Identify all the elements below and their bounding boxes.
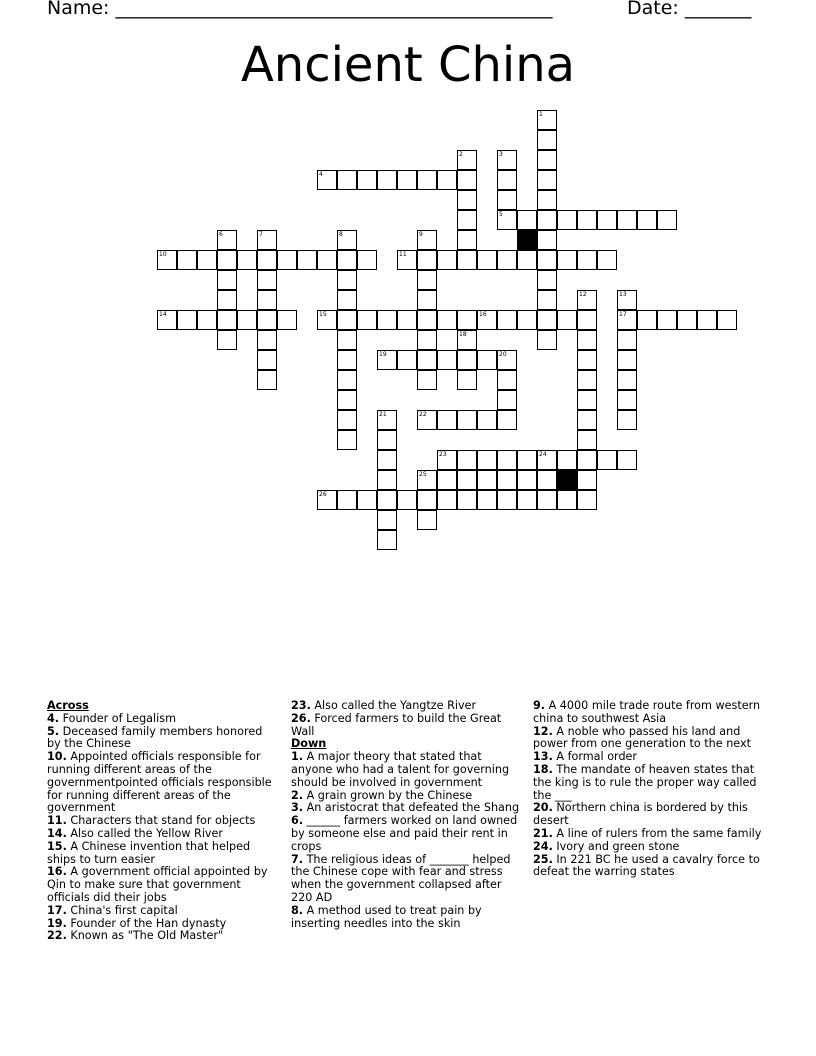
grid-cell[interactable] [377, 410, 397, 430]
clue-number: 3. [291, 801, 304, 815]
grid-cell[interactable] [377, 170, 397, 190]
grid-cell[interactable] [577, 330, 597, 350]
grid-cell[interactable] [217, 330, 237, 350]
clue-text: A 4000 mile trade route from western china to southwest Asia [533, 699, 761, 725]
grid-cell[interactable] [437, 250, 457, 270]
clue-text: A method used to treat pain by inserting needles into the skin [291, 903, 482, 930]
grid-cell[interactable] [457, 310, 477, 330]
grid-cell[interactable] [257, 230, 277, 250]
clue-text: An aristocrat that defeated the Shang [303, 801, 520, 815]
grid-cell[interactable] [537, 130, 557, 150]
clue-number: 6. [291, 814, 304, 828]
grid-cell[interactable] [637, 310, 657, 330]
cell-number: 24 [539, 451, 547, 458]
grid-cell[interactable] [497, 310, 517, 330]
grid-cell[interactable] [537, 150, 557, 170]
grid-cell[interactable] [457, 410, 477, 430]
grid-cell[interactable] [417, 350, 437, 370]
grid-cell[interactable] [357, 310, 377, 330]
grid-cell[interactable] [157, 250, 177, 270]
grid-cell[interactable] [437, 170, 457, 190]
cell-number: 9 [419, 231, 423, 238]
cell-number: 18 [459, 331, 467, 338]
grid-cell[interactable] [537, 210, 557, 230]
clue-text: Ivory and green stone [552, 839, 680, 853]
cell-number: 8 [339, 231, 343, 238]
grid-cell[interactable] [457, 490, 477, 510]
grid-cell[interactable] [417, 490, 437, 510]
grid-cell[interactable] [437, 490, 457, 510]
blocked-cell [557, 470, 577, 490]
grid-cell[interactable] [637, 210, 657, 230]
clue-text: Also called the Yangtze River [310, 699, 477, 712]
grid-cell[interactable] [357, 250, 377, 270]
grid-cell[interactable] [317, 170, 337, 190]
cell-number: 5 [499, 211, 503, 218]
grid-cell[interactable] [517, 470, 537, 490]
grid-cell[interactable] [357, 170, 377, 190]
grid-cell[interactable] [337, 330, 357, 350]
grid-cell[interactable] [577, 470, 597, 490]
grid-cell[interactable] [497, 410, 517, 430]
grid-cell[interactable] [337, 370, 357, 390]
clue-number: 18. [533, 762, 553, 776]
grid-cell[interactable] [317, 490, 337, 510]
grid-cell[interactable] [237, 250, 257, 270]
grid-cell[interactable] [397, 490, 417, 510]
grid-cell[interactable] [457, 350, 477, 370]
clue-text: Founder of the Han dynasty [66, 916, 227, 930]
blocked-cell [517, 230, 537, 250]
grid-cell[interactable] [417, 250, 437, 270]
grid-cell[interactable] [437, 350, 457, 370]
cell-number: 22 [419, 411, 427, 418]
grid-cell[interactable] [577, 450, 597, 470]
grid-cell[interactable] [237, 310, 257, 330]
grid-cell[interactable] [517, 210, 537, 230]
clue-number: 4. [47, 711, 60, 725]
grid-cell[interactable] [377, 490, 397, 510]
clue-text: Northern china is bordered by this desert [533, 801, 748, 828]
grid-cell[interactable] [477, 470, 497, 490]
grid-cell[interactable] [577, 250, 597, 270]
grid-cell[interactable] [417, 370, 437, 390]
grid-cell[interactable] [337, 430, 357, 450]
grid-cell[interactable] [437, 310, 457, 330]
cell-number: 10 [159, 251, 167, 258]
grid-cell[interactable] [457, 330, 477, 350]
grid-cell[interactable] [197, 310, 217, 330]
grid-cell[interactable] [477, 490, 497, 510]
grid-cell[interactable] [517, 310, 537, 330]
clue-number: 19. [47, 916, 67, 930]
clue-number: 5. [47, 724, 60, 738]
grid-cell[interactable] [257, 270, 277, 290]
grid-cell[interactable] [517, 250, 537, 270]
grid-cell[interactable] [577, 350, 597, 370]
clue-item [47, 841, 279, 867]
grid-cell[interactable] [497, 450, 517, 470]
grid-cell[interactable] [577, 290, 597, 310]
clue-item [47, 751, 279, 815]
grid-cell[interactable] [377, 470, 397, 490]
grid-cell[interactable] [477, 450, 497, 470]
cell-number: 25 [419, 471, 427, 478]
grid-cell[interactable] [477, 410, 497, 430]
clue-number: 17. [47, 903, 67, 917]
clue-text: ______ farmers worked on land owned by someone else and paid their rent in crops [291, 814, 518, 853]
cell-number: 11 [399, 251, 407, 258]
grid-cell[interactable] [537, 310, 557, 330]
grid-cell[interactable] [557, 450, 577, 470]
clue-item [291, 905, 521, 931]
across-clue-list-continued [291, 700, 521, 738]
grid-cell[interactable] [597, 450, 617, 470]
grid-cell[interactable] [677, 310, 697, 330]
grid-cell[interactable] [537, 110, 557, 130]
clue-item [533, 700, 769, 726]
cell-number: 14 [159, 311, 167, 318]
clue-item [533, 802, 769, 828]
grid-cell[interactable] [377, 350, 397, 370]
grid-cell[interactable] [537, 170, 557, 190]
grid-cell[interactable] [417, 510, 437, 530]
grid-cell[interactable] [257, 290, 277, 310]
clue-text: Also called the Yellow River [66, 826, 224, 840]
grid-cell[interactable] [657, 310, 677, 330]
clue-text: Known as "The Old Master" [66, 929, 224, 943]
clue-number: 2. [291, 788, 304, 802]
clue-text: Appointed officials responsible for running different areas of the governmentpointed officials responsible for running different areas of the government [47, 750, 272, 815]
grid-cell[interactable] [457, 170, 477, 190]
cell-number: 23 [439, 451, 447, 458]
grid-cell[interactable] [297, 250, 317, 270]
grid-cell[interactable] [617, 210, 637, 230]
grid-cell[interactable] [537, 270, 557, 290]
clue-number: 12. [533, 724, 553, 738]
grid-cell[interactable] [597, 250, 617, 270]
grid-cell[interactable] [497, 150, 517, 170]
grid-cell[interactable] [257, 250, 277, 270]
grid-cell[interactable] [477, 350, 497, 370]
grid-cell[interactable] [497, 250, 517, 270]
grid-cell[interactable] [617, 410, 637, 430]
across-clue-list [47, 713, 279, 943]
grid-cell[interactable] [617, 390, 637, 410]
cell-number: 26 [319, 491, 327, 498]
grid-cell[interactable] [377, 450, 397, 470]
clue-item [47, 930, 279, 943]
cell-number: 21 [379, 411, 387, 418]
grid-cell[interactable] [477, 310, 497, 330]
grid-cell[interactable] [497, 170, 517, 190]
grid-cell[interactable] [417, 410, 437, 430]
grid-cell[interactable] [337, 270, 357, 290]
grid-cell[interactable] [397, 250, 417, 270]
grid-cell[interactable] [597, 210, 617, 230]
clue-number: 21. [533, 826, 553, 840]
grid-cell[interactable] [377, 310, 397, 330]
clue-item [291, 815, 521, 853]
cell-number: 13 [619, 291, 627, 298]
grid-cell[interactable] [537, 250, 557, 270]
grid-cell[interactable] [537, 450, 557, 470]
clue-text: The religious ideas of _______ helped the Chinese cope with fear and stress when the government collapsed after 220 AD [291, 852, 511, 904]
cell-number: 19 [379, 351, 387, 358]
grid-cell[interactable] [457, 370, 477, 390]
grid-cell[interactable] [537, 230, 557, 250]
grid-cell[interactable] [437, 450, 457, 470]
grid-cell[interactable] [337, 490, 357, 510]
grid-cell[interactable] [497, 390, 517, 410]
clue-text: A major theory that stated that anyone who had a talent for governing should be involved in government [291, 750, 510, 789]
cell-number: 7 [259, 231, 263, 238]
cell-number: 20 [499, 351, 507, 358]
grid-cell[interactable] [517, 490, 537, 510]
grid-cell[interactable] [557, 490, 577, 510]
clue-number: 13. [533, 750, 553, 764]
grid-cell[interactable] [537, 470, 557, 490]
across-heading: Across [47, 699, 89, 712]
clue-text: A grain grown by the Chinese [303, 788, 473, 802]
grid-cell[interactable] [557, 250, 577, 270]
grid-cell[interactable] [357, 490, 377, 510]
clue-number: 26. [291, 711, 311, 725]
clue-text: A formal order [552, 750, 638, 764]
grid-cell[interactable] [577, 410, 597, 430]
grid-cell[interactable] [497, 490, 517, 510]
grid-cell[interactable] [457, 210, 477, 230]
grid-cell[interactable] [517, 450, 537, 470]
grid-cell[interactable] [577, 370, 597, 390]
grid-cell[interactable] [437, 410, 457, 430]
grid-cell[interactable] [157, 310, 177, 330]
grid-cell[interactable] [317, 250, 337, 270]
grid-cell[interactable] [497, 210, 517, 230]
grid-cell[interactable] [577, 310, 597, 330]
cell-number: 1 [539, 111, 543, 118]
clue-number: 10. [47, 750, 67, 764]
grid-cell[interactable] [417, 290, 437, 310]
grid-cell[interactable] [337, 230, 357, 250]
grid-cell[interactable] [197, 250, 217, 270]
name-field-line[interactable]: Name: ______________________________________________ [47, 0, 553, 19]
grid-cell[interactable] [577, 210, 597, 230]
cell-number: 15 [319, 311, 327, 318]
grid-cell[interactable] [497, 190, 517, 210]
clue-number: 11. [47, 814, 67, 828]
grid-cell[interactable] [617, 310, 637, 330]
grid-cell[interactable] [537, 190, 557, 210]
grid-cell[interactable] [417, 330, 437, 350]
grid-cell[interactable] [537, 490, 557, 510]
clue-number: 22. [47, 929, 67, 943]
grid-cell[interactable] [617, 350, 637, 370]
grid-cell[interactable] [257, 350, 277, 370]
grid-cell[interactable] [497, 350, 517, 370]
clue-number: 20. [533, 801, 553, 815]
clue-text: A line of rulers from the same family [552, 826, 762, 840]
grid-cell[interactable] [337, 410, 357, 430]
grid-cell[interactable] [417, 170, 437, 190]
date-field-line[interactable]: Date: _______ [627, 0, 752, 19]
grid-cell[interactable] [317, 310, 337, 330]
grid-cell[interactable] [217, 230, 237, 250]
cell-number: 6 [219, 231, 223, 238]
grid-cell[interactable] [497, 470, 517, 490]
clue-number: 24. [533, 839, 553, 853]
clue-item [47, 866, 279, 904]
clue-number: 25. [533, 852, 553, 866]
down-heading: Down [291, 737, 327, 751]
grid-cell[interactable] [277, 310, 297, 330]
clue-text: Characters that stand for objects [66, 814, 256, 828]
clue-text: In 221 BC he used a cavalry force to defeat the warring states [533, 852, 760, 879]
grid-cell[interactable] [257, 330, 277, 350]
grid-cell[interactable] [477, 250, 497, 270]
grid-cell[interactable] [617, 330, 637, 350]
clue-item [291, 854, 521, 905]
clue-item [291, 751, 521, 789]
clue-text: The mandate of heaven states that the king is to rule the proper way called the ___ [533, 762, 757, 802]
grid-cell[interactable] [257, 310, 277, 330]
grid-cell[interactable] [217, 310, 237, 330]
clue-number: 23. [291, 699, 311, 712]
grid-cell[interactable] [257, 370, 277, 390]
grid-cell[interactable] [217, 270, 237, 290]
page-title: Ancient China [240, 37, 576, 93]
grid-cell[interactable] [457, 230, 477, 250]
cell-number: 2 [459, 151, 463, 158]
cell-number: 4 [319, 171, 323, 178]
grid-cell[interactable] [577, 390, 597, 410]
grid-cell[interactable] [397, 350, 417, 370]
grid-cell[interactable] [337, 350, 357, 370]
grid-cell[interactable] [397, 170, 417, 190]
grid-cell[interactable] [537, 290, 557, 310]
grid-cell[interactable] [277, 250, 297, 270]
grid-cell[interactable] [417, 310, 437, 330]
grid-cell[interactable] [337, 390, 357, 410]
grid-cell[interactable] [417, 270, 437, 290]
grid-cell[interactable] [337, 290, 357, 310]
grid-cell[interactable] [717, 310, 737, 330]
cell-number: 3 [499, 151, 503, 158]
clue-number: 9. [533, 699, 546, 712]
grid-cell[interactable] [617, 450, 637, 470]
clue-text: China's first capital [66, 903, 178, 917]
clue-item [47, 726, 279, 752]
clue-text: A Chinese invention that helped ships to turn easier [47, 839, 251, 866]
cell-number: 16 [479, 311, 487, 318]
grid-cell[interactable] [217, 290, 237, 310]
grid-cell[interactable] [457, 150, 477, 170]
clue-item [533, 854, 769, 880]
clues-column-1 [47, 700, 279, 943]
grid-cell[interactable] [217, 250, 237, 270]
grid-cell[interactable] [697, 310, 717, 330]
grid-cell[interactable] [337, 250, 357, 270]
grid-cell[interactable] [417, 230, 437, 250]
clue-number: 8. [291, 903, 304, 917]
clue-text: Founder of Legalism [59, 711, 176, 725]
grid-cell[interactable] [497, 370, 517, 390]
clues-column-2 [291, 700, 521, 930]
clue-number: 15. [47, 839, 67, 853]
clue-text: A noble who passed his land and power from one generation to the next [533, 724, 751, 751]
clues-column-3 [533, 700, 769, 879]
clue-number: 7. [291, 852, 304, 866]
grid-cell[interactable] [657, 210, 677, 230]
grid-cell[interactable] [577, 490, 597, 510]
clue-number: 14. [47, 826, 67, 840]
grid-cell[interactable] [377, 530, 397, 550]
grid-cell[interactable] [617, 290, 637, 310]
grid-cell[interactable] [337, 310, 357, 330]
clue-item [291, 713, 521, 739]
grid-cell[interactable] [557, 310, 577, 330]
grid-cell[interactable] [457, 250, 477, 270]
grid-cell[interactable] [177, 310, 197, 330]
down-clue-list [291, 751, 521, 930]
grid-cell[interactable] [417, 470, 437, 490]
grid-cell[interactable] [177, 250, 197, 270]
grid-cell[interactable] [577, 430, 597, 450]
grid-cell[interactable] [377, 510, 397, 530]
grid-cell[interactable] [377, 430, 397, 450]
down-clue-list-continued [533, 700, 769, 879]
grid-cell[interactable] [457, 470, 477, 490]
clue-number: 16. [47, 865, 67, 879]
cell-number: 17 [619, 311, 627, 318]
grid-cell[interactable] [437, 470, 457, 490]
clue-item [533, 764, 769, 802]
clue-item [533, 726, 769, 752]
grid-cell[interactable] [457, 190, 477, 210]
grid-cell[interactable] [397, 310, 417, 330]
grid-cell[interactable] [617, 370, 637, 390]
grid-cell[interactable] [337, 170, 357, 190]
clue-text: Forced farmers to build the Great Wall [291, 711, 502, 738]
clue-text: A government official appointed by Qin to make sure that government officials did their jobs [47, 865, 268, 904]
cell-number: 12 [579, 291, 587, 298]
grid-cell[interactable] [457, 450, 477, 470]
clue-number: 1. [291, 750, 304, 764]
clue-text: Deceased family members honored by the Chinese [47, 724, 263, 751]
grid-cell[interactable] [537, 330, 557, 350]
grid-cell[interactable] [557, 210, 577, 230]
